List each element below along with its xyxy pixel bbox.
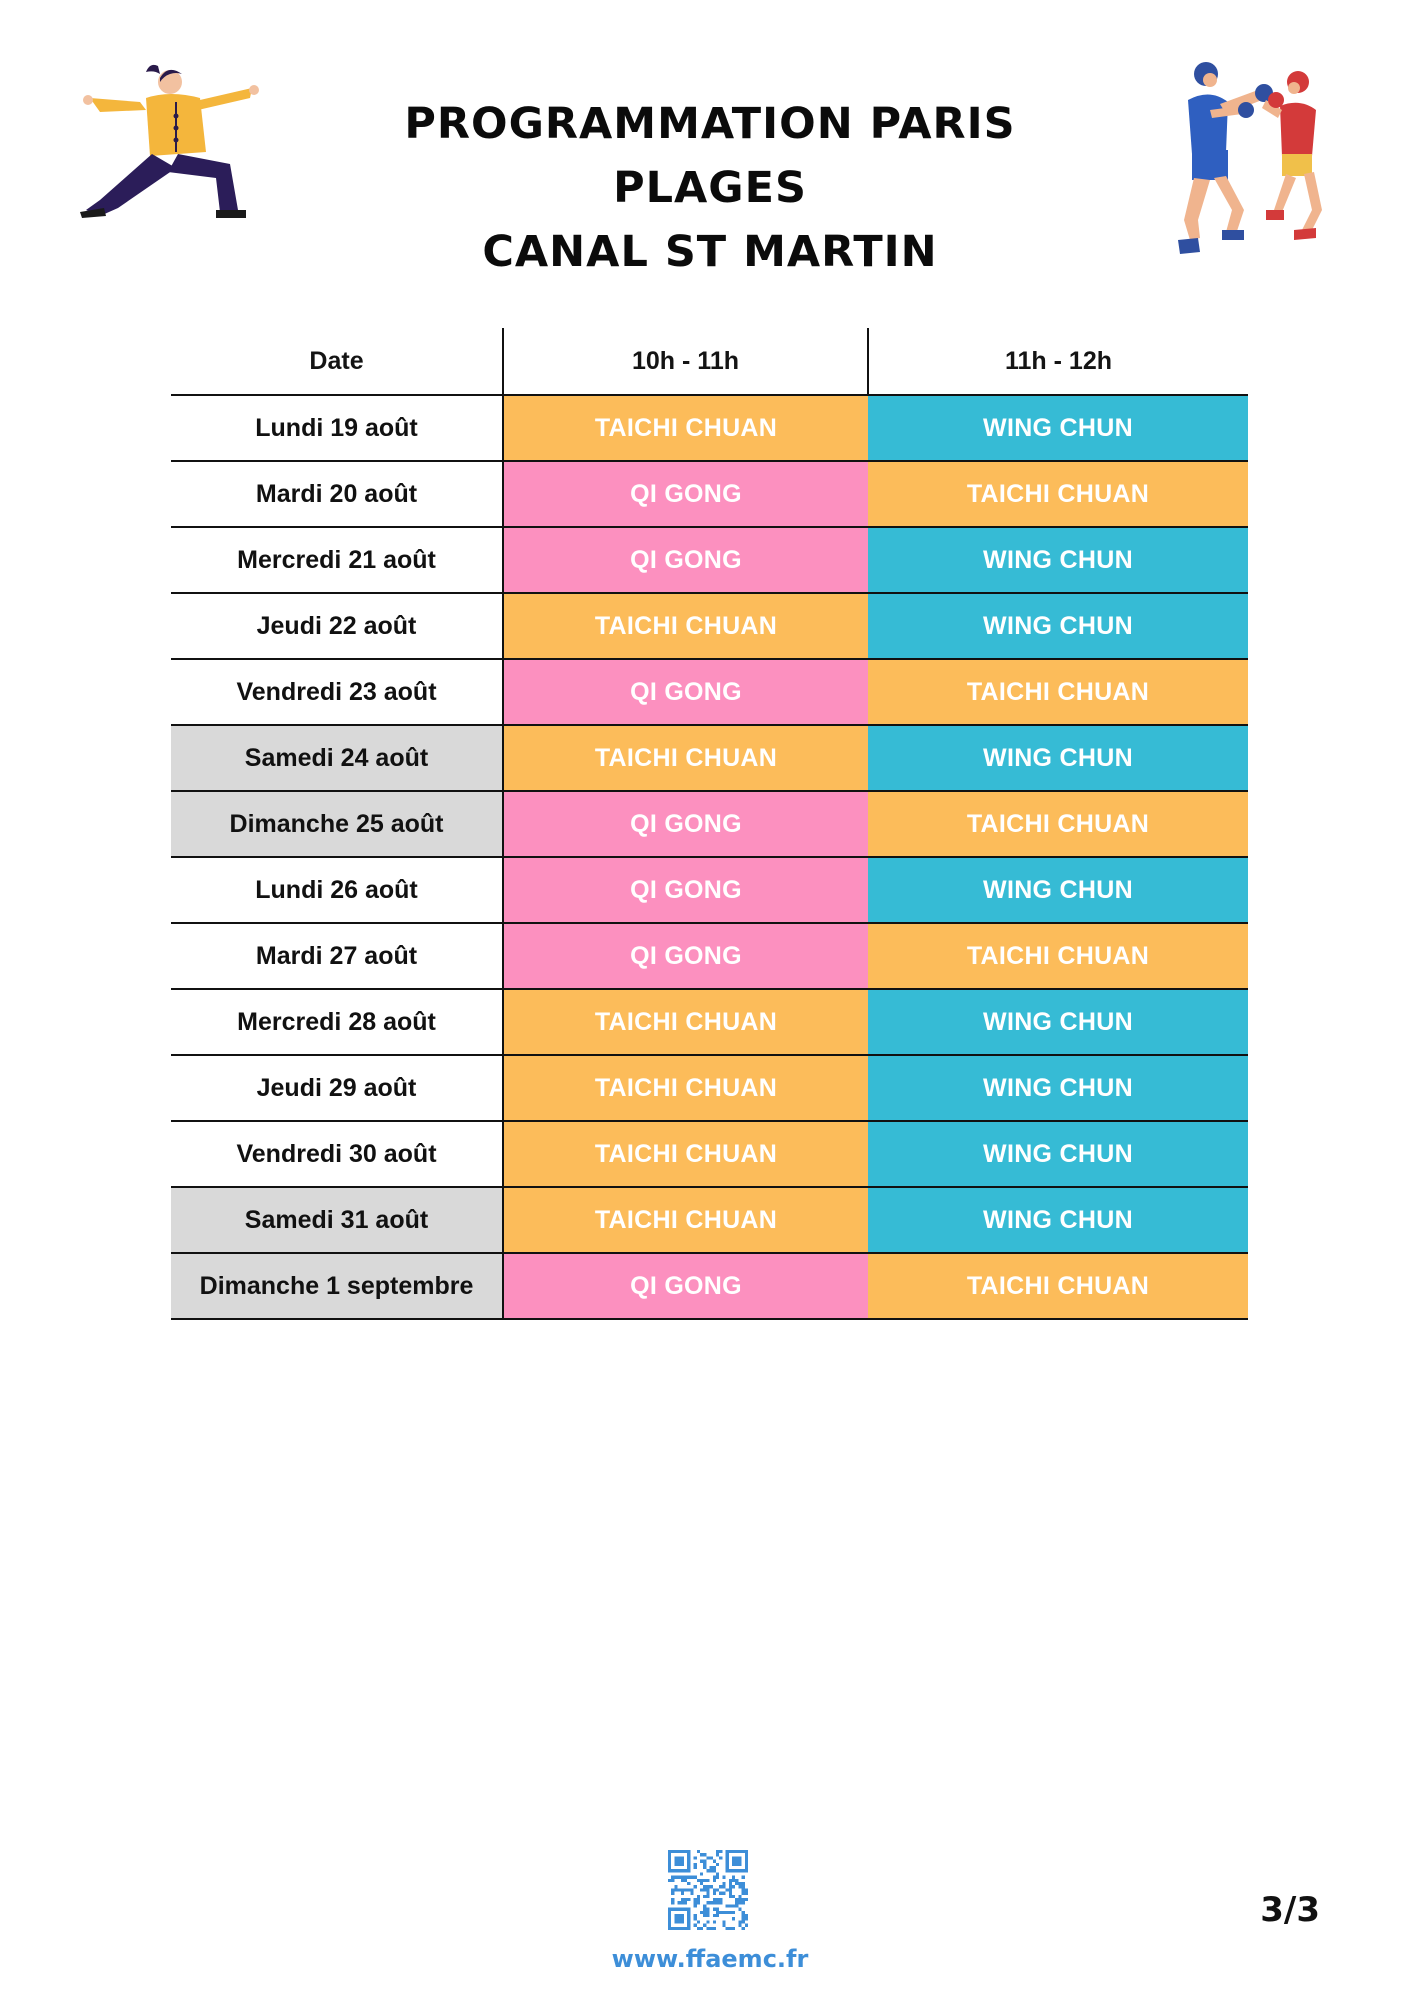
table-row xyxy=(171,1055,1248,1121)
header-slot-11h: 11h - 12h xyxy=(868,328,1248,395)
activity-cell-10h: QI GONG xyxy=(503,791,868,857)
activity-cell-11h: TAICHI CHUAN xyxy=(868,1253,1248,1319)
date-cell: Samedi 24 août xyxy=(171,725,503,791)
date-cell: Dimanche 1 septembre xyxy=(171,1253,503,1319)
title-line-1: PROGRAMMATION PARIS PLAGES xyxy=(404,99,1016,213)
table-row xyxy=(171,527,1248,593)
tai-chi-figure-icon xyxy=(80,60,260,225)
activity-cell-11h: TAICHI CHUAN xyxy=(868,791,1248,857)
table-row xyxy=(171,1187,1248,1253)
date-cell: Mercredi 21 août xyxy=(171,527,503,593)
table-row xyxy=(171,989,1248,1055)
table-row xyxy=(171,923,1248,989)
table-row xyxy=(171,461,1248,527)
activity-cell-10h: TAICHI CHUAN xyxy=(503,593,868,659)
activity-cell-11h: TAICHI CHUAN xyxy=(868,461,1248,527)
table-row xyxy=(171,725,1248,791)
title-line-2: CANAL ST MARTIN xyxy=(482,227,938,277)
table-body xyxy=(171,395,1248,1319)
activity-cell-10h: QI GONG xyxy=(503,527,868,593)
website-link[interactable]: www.ffaemc.fr xyxy=(611,1945,809,1973)
date-cell: Lundi 19 août xyxy=(171,395,503,461)
table-row xyxy=(171,857,1248,923)
activity-cell-10h: TAICHI CHUAN xyxy=(503,395,868,461)
boxing-figures-icon xyxy=(1170,60,1340,265)
date-cell: Jeudi 22 août xyxy=(171,593,503,659)
table-row xyxy=(171,395,1248,461)
activity-cell-11h: WING CHUN xyxy=(868,395,1248,461)
activity-cell-11h: WING CHUN xyxy=(868,989,1248,1055)
activity-cell-10h: QI GONG xyxy=(503,1253,868,1319)
activity-cell-10h: TAICHI CHUAN xyxy=(503,1187,868,1253)
activity-cell-10h: TAICHI CHUAN xyxy=(503,725,868,791)
table-row xyxy=(171,593,1248,659)
activity-cell-10h: TAICHI CHUAN xyxy=(503,989,868,1055)
header-slot-10h: 10h - 11h xyxy=(503,328,868,395)
activity-cell-11h: WING CHUN xyxy=(868,593,1248,659)
activity-cell-11h: WING CHUN xyxy=(868,1121,1248,1187)
activity-cell-10h: TAICHI CHUAN xyxy=(503,1121,868,1187)
qr-code-icon xyxy=(668,1850,748,1930)
date-cell: Jeudi 29 août xyxy=(171,1055,503,1121)
activity-cell-10h: TAICHI CHUAN xyxy=(503,1055,868,1121)
header-date: Date xyxy=(171,328,503,395)
table-row xyxy=(171,1121,1248,1187)
table-row xyxy=(171,659,1248,725)
activity-cell-11h: TAICHI CHUAN xyxy=(868,923,1248,989)
date-cell: Mardi 20 août xyxy=(171,461,503,527)
table-row xyxy=(171,1253,1248,1319)
activity-cell-11h: WING CHUN xyxy=(868,725,1248,791)
date-cell: Samedi 31 août xyxy=(171,1187,503,1253)
schedule-table xyxy=(171,328,1248,1320)
activity-cell-10h: QI GONG xyxy=(503,659,868,725)
date-cell: Vendredi 23 août xyxy=(171,659,503,725)
activity-cell-10h: QI GONG xyxy=(503,461,868,527)
date-cell: Mardi 27 août xyxy=(171,923,503,989)
page-number: 3/3 xyxy=(1260,1890,1320,1930)
activity-cell-10h: QI GONG xyxy=(503,923,868,989)
date-cell: Lundi 26 août xyxy=(171,857,503,923)
activity-cell-11h: WING CHUN xyxy=(868,1187,1248,1253)
table-row xyxy=(171,791,1248,857)
date-cell: Mercredi 28 août xyxy=(171,989,503,1055)
activity-cell-11h: WING CHUN xyxy=(868,857,1248,923)
date-cell: Dimanche 25 août xyxy=(171,791,503,857)
activity-cell-11h: TAICHI CHUAN xyxy=(868,659,1248,725)
activity-cell-11h: WING CHUN xyxy=(868,527,1248,593)
date-cell: Vendredi 30 août xyxy=(171,1121,503,1187)
page-title xyxy=(300,92,1120,284)
activity-cell-11h: WING CHUN xyxy=(868,1055,1248,1121)
table-header-row xyxy=(171,328,1248,395)
activity-cell-10h: QI GONG xyxy=(503,857,868,923)
